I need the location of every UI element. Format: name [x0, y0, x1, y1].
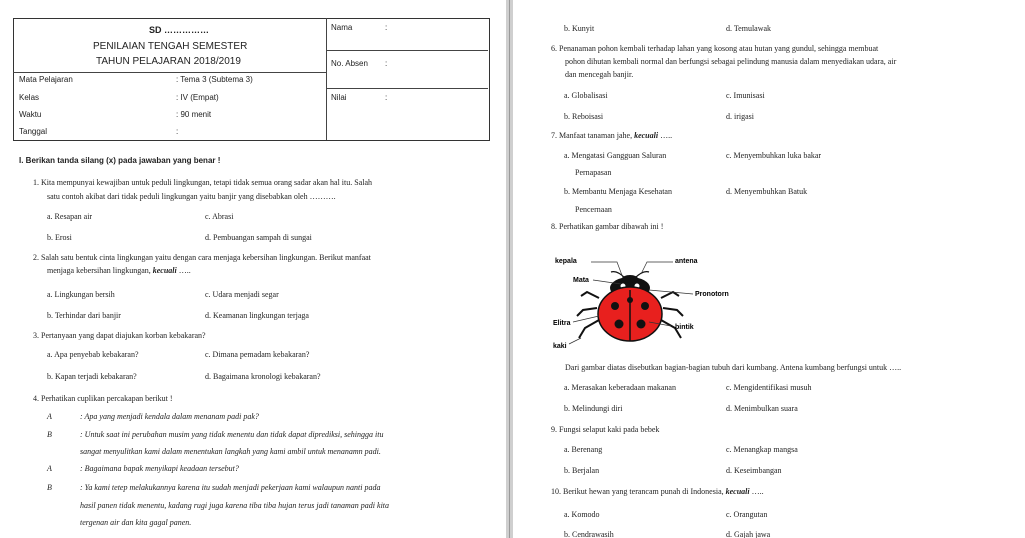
field-name-label: Nama [331, 23, 353, 32]
q4-line-b2-1: : Ya kami tetep melakukannya karena itu sudah menjadi pekerjaan kami walaupun nanti pada [80, 483, 381, 492]
q1-text-line2: satu contoh akibat dari tidak peduli lingkungan yaitu banjir yang disebabkan oleh ………. [47, 192, 336, 201]
q10-option-a[interactable]: a. Komodo [564, 510, 600, 519]
ladybug-diagram [553, 250, 753, 355]
q1-option-b[interactable]: b. Erosi [47, 233, 72, 242]
q6-option-a[interactable]: a. Globalisasi [564, 91, 608, 100]
q4-speaker-a2: A [47, 464, 52, 473]
q10-option-b[interactable]: b. Cendrawasih [564, 530, 614, 538]
q1-text-line1: 1. Kita mempunyai kewajiban untuk peduli lingkungan, tetapi tidak semua orang sadar akan hal itu. Salah [33, 178, 373, 187]
section-title: I. Berikan tanda silang (x) pada jawaban yang benar ! [19, 156, 221, 165]
q7-option-a[interactable]: a. Mengatasi Gangguan Saluran [564, 151, 667, 160]
left-page [0, 0, 506, 538]
q8-option-b[interactable]: b. Melindungi diri [564, 404, 623, 413]
page-divider [509, 0, 510, 538]
q2-text-line1: 2. Salah satu bentuk cinta lingkungan yaitu dengan cara menjaga kebersihan lingkungan. Berikut manfaat [33, 253, 371, 262]
field-absen-label: No. Absen [331, 59, 368, 68]
q7-option-d[interactable]: d. Menyembuhkan Batuk [726, 187, 808, 196]
q5-option-b[interactable]: b. Kunyit [564, 24, 595, 33]
field-name-value: : [385, 23, 388, 32]
q1-option-a[interactable]: a. Resapan air [47, 212, 93, 221]
label-mata: Mata [573, 277, 589, 284]
exam-title: PENILAIAN TENGAH SEMESTER [93, 41, 248, 52]
field-class-label: Kelas [19, 93, 40, 102]
label-kepala: kepala [555, 258, 577, 265]
q7-option-a-cont: Pernapasan [575, 168, 612, 177]
q4-speaker-a1: A [47, 412, 52, 421]
school-name: SD …………… [149, 25, 210, 35]
field-absen-value: : [385, 59, 388, 68]
label-elitra: Elitra [553, 320, 571, 327]
q4-speaker-b1: B [47, 430, 52, 439]
field-date-value: : [176, 127, 179, 136]
q8-option-a[interactable]: a. Merasakan keberadaan makanan [564, 383, 676, 392]
q6-option-c[interactable]: c. Imunisasi [726, 91, 765, 100]
q8-option-c[interactable]: c. Mengidentifikasi musuh [726, 383, 812, 392]
q9-option-a[interactable]: a. Berenang [564, 445, 603, 454]
q2-option-a[interactable]: a. Lingkungan bersih [47, 290, 115, 299]
q4-speaker-b2: B [47, 483, 52, 492]
q3-option-c[interactable]: c. Dimana pemadam kebakaran? [205, 350, 310, 359]
exam-year: TAHUN PELAJARAN 2018/2019 [96, 56, 241, 67]
q2-text-line2: menjaga kebersihan lingkungan, kecuali ….. [47, 266, 191, 275]
q8-text-line2: Dari gambar diatas disebutkan bagian-bagian tubuh dari kumbang. Antena kumbang berfungsi untuk ….. [565, 363, 902, 372]
label-antena: antena [675, 258, 698, 265]
q3-text: 3. Pertanyaan yang dapat diajukan korban kebakaran? [33, 331, 206, 340]
q4-line-b2-2: hasil panen tidak menentu, kadang rugi juga karena tiba tiba hujan terus jadi tanaman padi kita [80, 501, 390, 510]
q3-option-b[interactable]: b. Kapan terjadi kebakaran? [47, 372, 137, 381]
label-pronotorn: Pronotorn [695, 291, 729, 298]
label-bintik: bintik [675, 324, 694, 331]
q7-option-c[interactable]: c. Menyembuhkan luka bakar [726, 151, 822, 160]
field-time-label: Waktu [19, 110, 42, 119]
q4-line-a1: : Apa yang menjadi kendala dalam menanam padi pak? [80, 412, 259, 421]
q6-option-b[interactable]: b. Reboisasi [564, 112, 604, 121]
q9-option-b[interactable]: b. Berjalan [564, 466, 600, 475]
q6-option-d[interactable]: d. irigasi [726, 112, 754, 121]
q4-line-b2-3: tergenan air dan kita gagal panen. [80, 518, 192, 527]
ladybug-head [622, 275, 638, 283]
q10-text: 10. Berikut hewan yang terancam punah di Indonesia, kecuali ….. [551, 487, 764, 496]
q4-line-b1-1: : Untuk saat ini perubahan musim yang tidak menentu dan tidak dapat diprediksi, sehingga itu [80, 430, 384, 439]
q3-option-d[interactable]: d. Bagaimana kronologi kebakaran? [205, 372, 321, 381]
q4-line-b1-2: sangat menyulitkan kami dalam menentukan langkah yang kami ambil untuk menanamn padi. [80, 447, 381, 456]
q1-option-c[interactable]: c. Abrasi [205, 212, 234, 221]
q9-option-c[interactable]: c. Menangkap mangsa [726, 445, 798, 454]
q9-text: 9. Fungsi selaput kaki pada bebek [551, 425, 660, 434]
field-class-value: : IV (Empat) [176, 93, 219, 102]
field-date-label: Tanggal [19, 127, 48, 136]
q1-option-d[interactable]: d. Pembuangan sampah di sungai [205, 233, 312, 242]
q4-line-a2: : Bagaimana bapak menyikapi keadaan tersebut? [80, 464, 239, 473]
q6-text-line2: pohon dihutan kembali normal dan berfungsi sebagai pelindung manusia dalam menyediakan udara, air [565, 57, 897, 66]
field-time-value: : 90 menit [176, 110, 212, 119]
q10-option-d[interactable]: d. Gajah jawa [726, 530, 771, 538]
q6-text-line3: dan mencegah banjir. [565, 70, 634, 79]
q7-text: 7. Manfaat tanaman jahe, kecuali ….. [551, 131, 673, 140]
field-score-value: : [385, 93, 388, 102]
q3-option-a[interactable]: a. Apa penyebab kebakaran? [47, 350, 139, 359]
q8-option-d[interactable]: d. Menimbulkan suara [726, 404, 798, 413]
q7-option-b[interactable]: b. Membantu Menjaga Kesehatan [564, 187, 672, 196]
q5-option-d[interactable]: d. Temulawak [726, 24, 772, 33]
q4-text: 4. Perhatikan cuplikan percakapan berikut ! [33, 394, 173, 403]
q10-option-c[interactable]: c. Orangutan [726, 510, 768, 519]
q7-option-b-cont: Pencernaan [575, 205, 612, 214]
q2-option-c[interactable]: c. Udara menjadi segar [205, 290, 279, 299]
field-score-label: Nilai [331, 93, 347, 102]
q8-text: 8. Perhatikan gambar dibawah ini ! [551, 222, 664, 231]
field-subject-label: Mata Pelajaran [19, 75, 73, 84]
right-page [513, 0, 1025, 538]
label-kaki: kaki [553, 343, 567, 350]
q9-option-d[interactable]: d. Keseimbangan [726, 466, 782, 475]
q6-text-line1: 6. Penanaman pohon kembali terhadap lahan yang kosong atau hutan yang gundul, sehingga membuat [551, 44, 879, 53]
field-subject-value: : Tema 3 (Subtema 3) [176, 75, 253, 84]
q2-option-d[interactable]: d. Keamanan lingkungan terjaga [205, 311, 309, 320]
q2-option-b[interactable]: b. Terhindar dari banjir [47, 311, 121, 320]
